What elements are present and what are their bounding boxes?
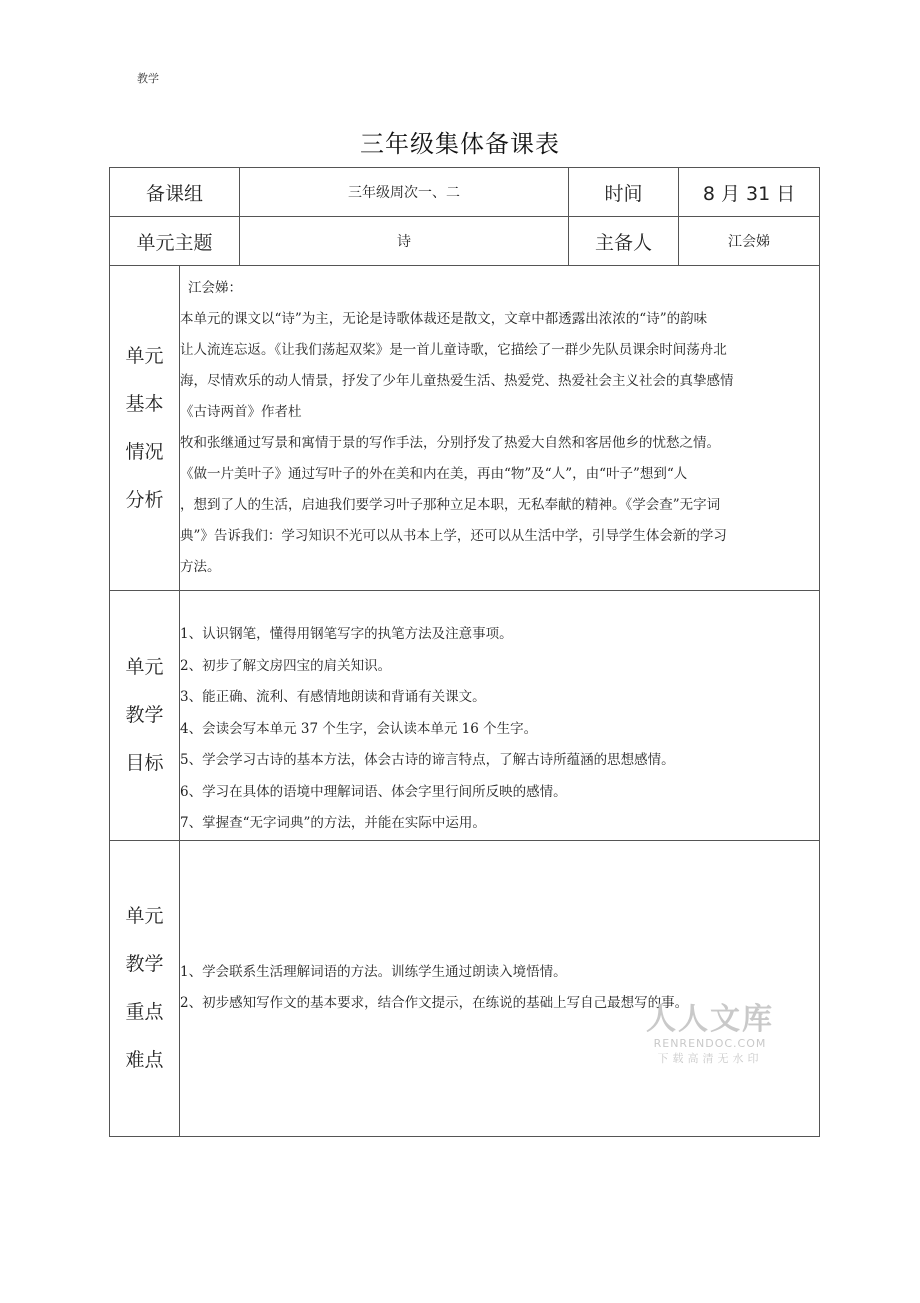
table-row	[110, 168, 820, 217]
time-value: 8 月 31 日	[679, 168, 820, 217]
group-label: 备课组	[110, 168, 240, 217]
analysis-content	[180, 266, 820, 591]
analysis-line: 方法。	[180, 559, 221, 575]
preparer-label: 主备人	[569, 217, 679, 266]
list-item: 4、会读会写本单元 37 个生字，会认读本单元 16 个生字。	[180, 720, 538, 737]
analysis-line: 海，尽情欢乐的动人情景，抒发了少年儿童热爱生活、热爱党、热爱社会主义社会的真挚感情	[180, 373, 734, 389]
list-item: 1、学会联系生活理解词语的方法。训练学生通过朗读入境悟情。	[180, 963, 567, 980]
list-item: 5、学会学习古诗的基本方法，体会古诗的谛言特点，了解古诗所蕴涵的思想感情。	[180, 752, 675, 768]
header-tag: 教学	[137, 72, 159, 85]
group-value: 三年级周次一、二	[240, 168, 569, 217]
list-item: 7、掌握查“无字词典”的方法，并能在实际中运用。	[180, 815, 486, 831]
analysis-line: 《做一片美叶子》通过写叶子的外在美和内在美，再由“物”及“人”，由“叶子”想到“人	[180, 466, 688, 482]
analysis-line: ，想到了人的生活，启迪我们要学习叶子那种立足本职，无私奉献的精神。《学会查”无字词	[180, 497, 721, 513]
key-points-content	[180, 840, 820, 1136]
analysis-line: 牧和张继通过写景和寓情于景的写作手法，分别抒发了热爱大自然和客居他乡的忧愁之情。	[180, 435, 720, 451]
list-item: 6、学习在具体的语境中理解词语、体会字里行间所反映的感情。	[180, 783, 567, 800]
list-item: 1、认识钢笔，懂得用钢笔写字的执笔方法及注意事项。	[180, 626, 513, 642]
theme-label: 单元主题	[110, 217, 240, 266]
list-item: 2、初步感知写作文的基本要求，结合作文提示，在练说的基础上写自己最想写的事。	[180, 995, 689, 1011]
lesson-plan-table	[109, 167, 820, 1137]
list-item: 3、能正确、流利、有感情地朗读和背诵有关课文。	[180, 689, 486, 705]
watermark-tagline: 下载高清无水印	[657, 1052, 763, 1065]
goals-content	[180, 591, 820, 841]
table-row	[110, 217, 820, 266]
goals-label: 单元 教学 目标	[110, 591, 180, 841]
analysis-line: 让人流连忘返。《让我们荡起双桨》是一首儿童诗歌，它描绘了一群少先队员课余时间荡舟北	[180, 342, 727, 358]
table-row-goals	[110, 591, 820, 841]
analysis-line: 《古诗两首》作者杜	[180, 404, 302, 420]
list-item: 2、初步了解文房四宝的肩关知识。	[180, 657, 392, 674]
table-row-key-points	[110, 840, 820, 1136]
preparer-value: 江会娣	[679, 217, 820, 266]
analysis-line: 典”》告诉我们：学习知识不光可以从书本上学，还可以从生活中学，引导学生体会新的学习	[180, 528, 727, 544]
watermark-domain: RENRENDOC.COM	[653, 1037, 767, 1050]
analysis-author: 江会娣：	[188, 280, 242, 296]
analysis-line: 本单元的课文以“诗”为主，无论是诗歌体裁还是散文，文章中都透露出浓浓的“诗”的韵味	[180, 311, 708, 327]
time-label: 时间	[569, 168, 679, 217]
watermark-brand: 人人文库	[646, 1002, 774, 1037]
table-row-analysis	[110, 266, 820, 591]
watermark	[640, 1003, 780, 1066]
key-points-label: 单元 教学 重点 难点	[110, 840, 180, 1136]
page-title: 三年级集体备课表	[360, 130, 560, 158]
theme-value: 诗	[240, 217, 569, 266]
analysis-label: 单元 基本 情况 分析	[110, 266, 180, 591]
